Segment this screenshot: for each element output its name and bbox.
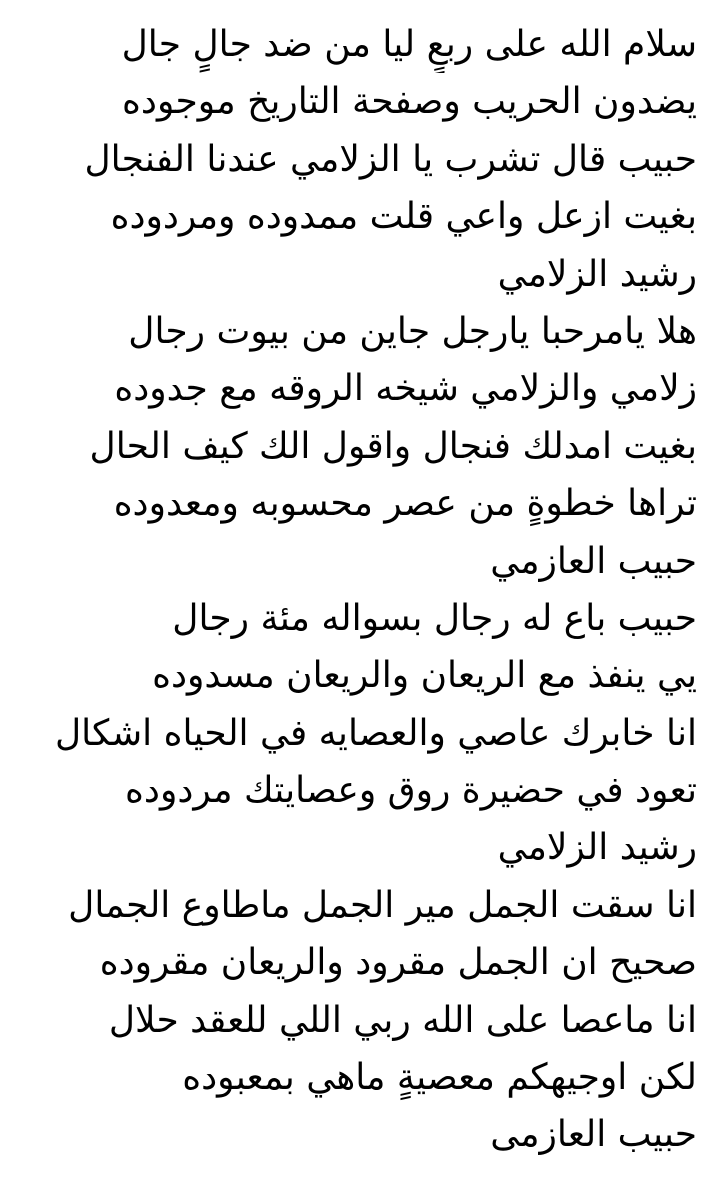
poem-line: بغيت امدلك فنجال واقول الك كيف الحال — [89, 425, 697, 467]
poet-attribution: حبيب العازمي — [490, 540, 697, 582]
poem-line: حبيب باع له رجال بسواله مئة رجال — [172, 597, 697, 639]
poem-line: بغيت ازعل واعي قلت ممدوده ومردوده — [110, 196, 697, 238]
poem-line: لكن اوجيهكم معصيةٍ ماهي بمعبوده — [182, 1057, 697, 1099]
poem-line: تراها خطوةٍ من عصر محسوبه ومعدوده — [113, 483, 697, 525]
poem-line: هلا يامرحبا يارجل جاين من بيوت رجال — [128, 310, 697, 352]
poem-line: زلامي والزلامي شيخه الروقه مع جدوده — [114, 368, 697, 410]
poet-attribution: رشيد الزلامي — [497, 253, 697, 295]
poem-line: يضدون الحريب وصفحة التاريخ موجوده — [122, 81, 697, 123]
poet-attribution: حبيب العازمى — [490, 1114, 697, 1156]
poet-attribution: رشيد الزلامي — [497, 827, 697, 869]
poem-line: صحيح ان الجمل مقرود والريعان مقروده — [99, 942, 697, 984]
poem-line: انا سقت الجمل مير الجمل ماطاوع الجمال — [68, 884, 697, 926]
poem-line: سلام الله على ربعٍ ليا من ضد جالٍ جال — [121, 24, 697, 65]
poem-line: حبيب قال تشرب يا الزلامي عندنا الفنجال — [84, 138, 697, 180]
poem-line: يي ينفذ مع الريعان والريعان مسدوده — [152, 655, 697, 697]
poem-line: انا خابرك عاصي والعصايه في الحياه اشكال — [55, 712, 697, 754]
poem-line: تعود في حضيرة روق وعصايتك مردوده — [125, 770, 697, 812]
poem-text — [26, 16, 697, 1164]
poem-line: انا ماعصا على الله ربي اللي للعقد حلال — [108, 999, 697, 1041]
